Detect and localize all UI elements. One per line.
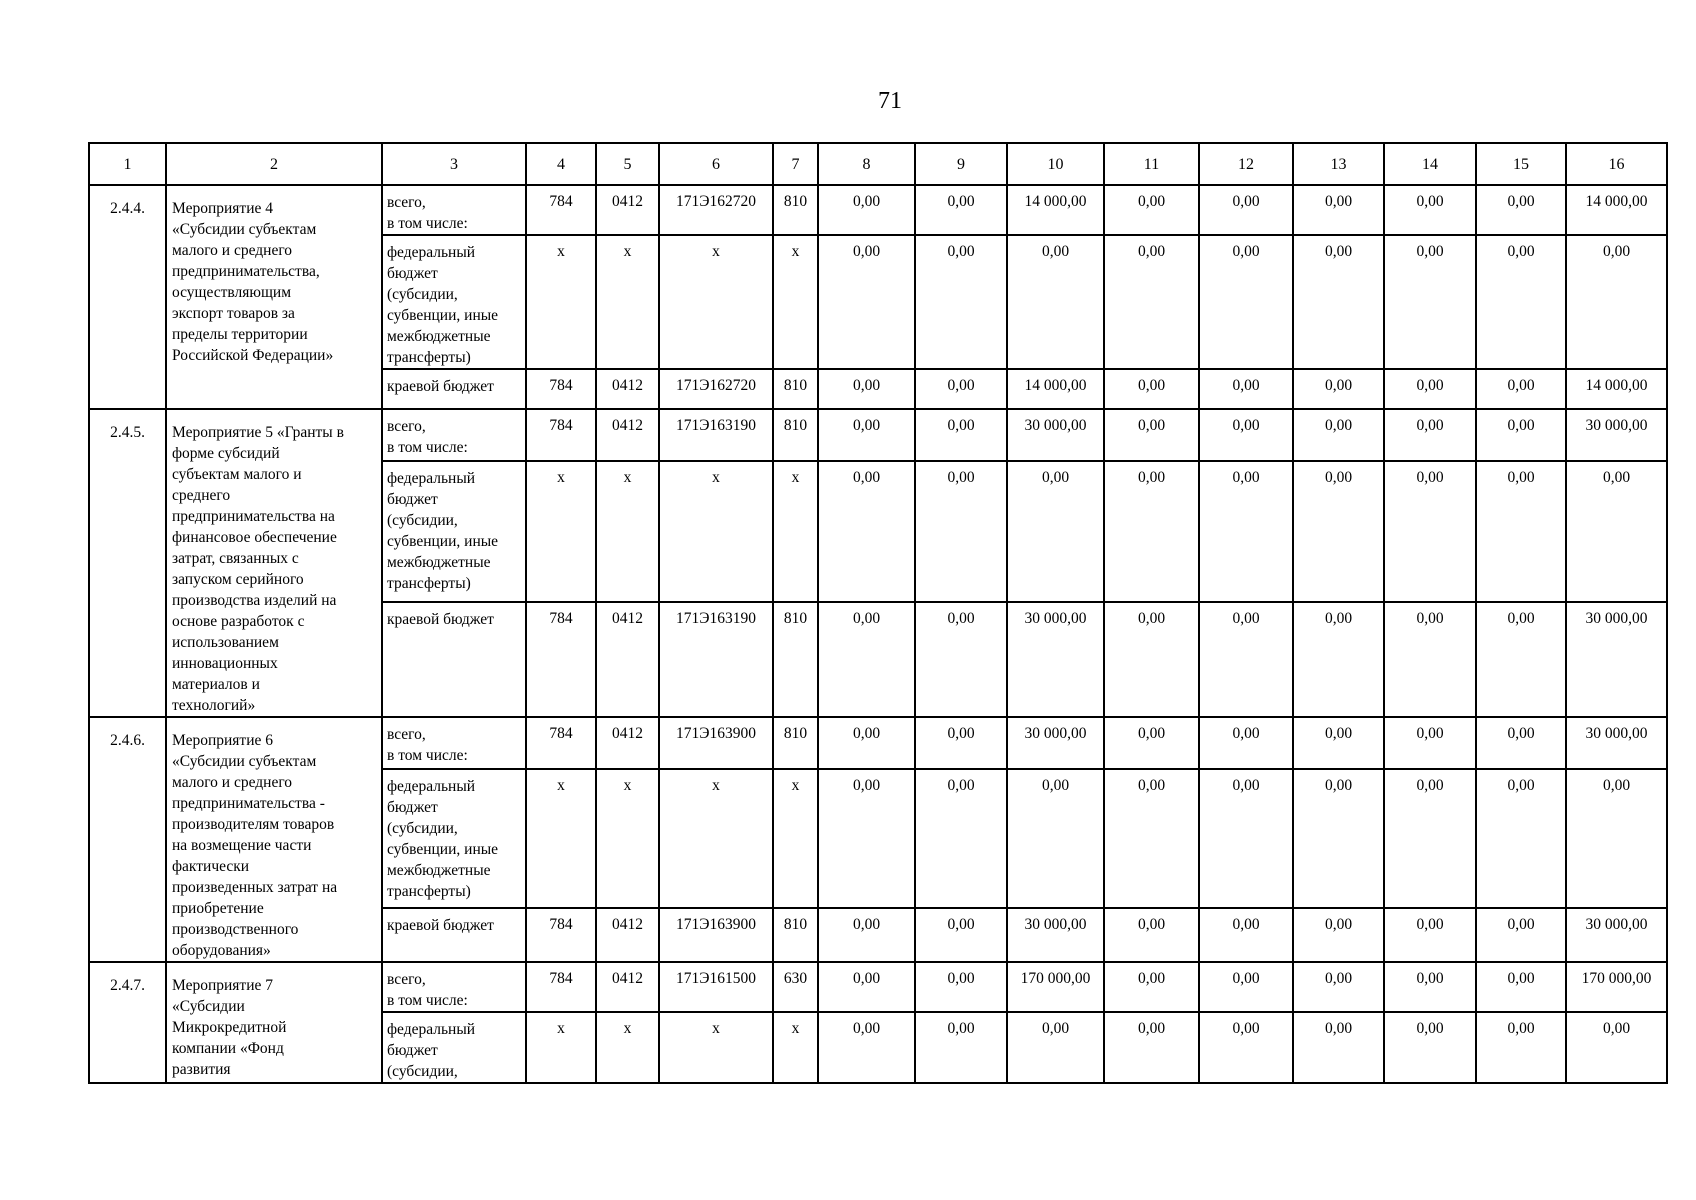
item-name-line: основе разработок с <box>172 613 305 630</box>
table-cell: 171Э163900 <box>659 717 773 769</box>
table-cell: 0,00 <box>818 1012 915 1083</box>
table-cell: х <box>659 1012 773 1083</box>
table-cell: 0,00 <box>1007 769 1104 908</box>
funding-source-line: трансферты) <box>387 882 471 900</box>
table-cell: 0,00 <box>915 1012 1007 1083</box>
funding-source <box>382 602 526 717</box>
table-cell: 784 <box>526 369 596 409</box>
funding-source-line: субвенции, иные <box>387 533 499 551</box>
table-cell: 0,00 <box>915 185 1007 235</box>
table-cell: 0,00 <box>915 369 1007 409</box>
table-cell: 0,00 <box>1384 717 1476 769</box>
item-name-line: экспорт товаров за <box>172 305 295 322</box>
item-code: 2.4.7. <box>89 962 166 1083</box>
item-name <box>166 185 382 409</box>
item-name <box>166 962 382 1083</box>
item-name-line: Российской Федерации» <box>172 347 334 364</box>
table-cell: 170 000,00 <box>1007 962 1104 1012</box>
column-number: 7 <box>773 143 818 185</box>
table-cell: 0,00 <box>1384 769 1476 908</box>
funding-source <box>382 769 526 908</box>
table-cell: 0,00 <box>915 602 1007 717</box>
table-cell: 170 000,00 <box>1566 962 1667 1012</box>
funding-source <box>382 369 526 409</box>
column-number: 8 <box>818 143 915 185</box>
table-cell: 0,00 <box>1476 602 1566 717</box>
table-cell: 0,00 <box>818 409 915 461</box>
table-cell: 810 <box>773 908 818 962</box>
funding-source <box>382 461 526 601</box>
table-cell: 0,00 <box>1566 461 1667 601</box>
item-name-line: материалов и <box>172 676 260 693</box>
table-cell: 0,00 <box>1104 369 1199 409</box>
item-name-line: финансовое обеспечение <box>172 529 337 546</box>
table-cell: 0,00 <box>915 769 1007 908</box>
funding-source <box>382 409 526 461</box>
table-cell: 0,00 <box>818 908 915 962</box>
column-number: 10 <box>1007 143 1104 185</box>
table-cell: х <box>596 1012 659 1083</box>
table-cell: 0,00 <box>1384 1012 1476 1083</box>
table-cell: 0412 <box>596 908 659 962</box>
funding-source <box>382 235 526 369</box>
table-row <box>89 185 1667 235</box>
item-name-line: технологий» <box>172 697 256 714</box>
table-cell: 0,00 <box>1199 908 1293 962</box>
table-cell: 0,00 <box>1104 769 1199 908</box>
table-cell: х <box>773 1012 818 1083</box>
item-name-line: оборудования» <box>172 942 271 959</box>
column-number: 2 <box>166 143 382 185</box>
table-cell: 0,00 <box>1199 409 1293 461</box>
item-name-line: Микрокредитной <box>172 1019 287 1036</box>
table-cell: 0,00 <box>1293 461 1384 601</box>
funding-source-line: в том числе: <box>387 747 468 764</box>
table-cell: 784 <box>526 908 596 962</box>
table-cell: х <box>526 769 596 908</box>
table-cell: 0,00 <box>1199 769 1293 908</box>
table-cell: 0,00 <box>1007 1012 1104 1083</box>
table-cell: 0,00 <box>818 602 915 717</box>
table-cell: 171Э162720 <box>659 369 773 409</box>
funding-source-line: всего, <box>387 726 426 743</box>
table-cell: 0412 <box>596 369 659 409</box>
table-cell: 0,00 <box>1293 602 1384 717</box>
table-cell: 0,00 <box>1566 769 1667 908</box>
table-cell: 0,00 <box>1199 235 1293 369</box>
table-cell: 810 <box>773 369 818 409</box>
table-cell: 0,00 <box>1104 717 1199 769</box>
column-number: 4 <box>526 143 596 185</box>
table-cell: 0,00 <box>1384 602 1476 717</box>
funding-source-line: федеральный <box>387 777 476 795</box>
item-name-line: производителям товаров <box>172 816 335 833</box>
column-number: 13 <box>1293 143 1384 185</box>
item-code: 2.4.5. <box>89 409 166 717</box>
funding-source-line: бюджет <box>387 798 438 816</box>
item-name-line: производства изделий на <box>172 592 337 609</box>
table-cell: 0,00 <box>1476 369 1566 409</box>
funding-source-line: межбюджетные <box>387 554 491 572</box>
table-cell: х <box>526 235 596 369</box>
table-cell: 0412 <box>596 409 659 461</box>
table-cell: 0,00 <box>1476 409 1566 461</box>
table-cell: 0,00 <box>1293 369 1384 409</box>
table-cell: 0,00 <box>1199 602 1293 717</box>
table-cell: х <box>773 461 818 601</box>
table-cell: 0,00 <box>818 369 915 409</box>
table-cell: 14 000,00 <box>1007 369 1104 409</box>
table-cell: 0,00 <box>1476 769 1566 908</box>
table-cell: 171Э162720 <box>659 185 773 235</box>
table-cell: х <box>526 461 596 601</box>
table-cell: 0,00 <box>1007 461 1104 601</box>
table-cell: 0,00 <box>1476 908 1566 962</box>
column-number: 3 <box>382 143 526 185</box>
table-cell: 0412 <box>596 185 659 235</box>
funding-source-line: всего, <box>387 971 426 988</box>
table-cell: 0,00 <box>1566 1012 1667 1083</box>
table-cell: 0,00 <box>1199 1012 1293 1083</box>
table-cell: 0,00 <box>1293 908 1384 962</box>
table-cell: 0,00 <box>818 235 915 369</box>
table-cell: х <box>596 461 659 601</box>
item-code: 2.4.4. <box>89 185 166 409</box>
funding-source <box>382 1012 526 1083</box>
funding-source-line: межбюджетные <box>387 861 491 879</box>
table-cell: 171Э163190 <box>659 409 773 461</box>
item-name-line: предпринимательства, <box>172 263 320 280</box>
funding-source-line: федеральный <box>387 470 476 488</box>
table-cell: 0,00 <box>1384 908 1476 962</box>
item-name <box>166 717 382 962</box>
table-cell: 784 <box>526 185 596 235</box>
table-cell: 0,00 <box>1293 1012 1384 1083</box>
column-number: 9 <box>915 143 1007 185</box>
funding-source-line: субвенции, иные <box>387 840 499 858</box>
column-number: 16 <box>1566 143 1667 185</box>
item-name-line: приобретение <box>172 900 264 917</box>
funding-source <box>382 185 526 235</box>
table-cell: 810 <box>773 409 818 461</box>
table-cell: 0,00 <box>1293 717 1384 769</box>
item-name-line: среднего <box>172 487 231 504</box>
funding-source-line: всего, <box>387 418 426 435</box>
funding-source <box>382 962 526 1012</box>
table-cell: 0,00 <box>818 185 915 235</box>
table-cell: 0,00 <box>1104 962 1199 1012</box>
item-name-line: запуском серийного <box>172 571 304 588</box>
item-name-line: «Субсидии субъектам <box>172 221 317 238</box>
page-number: 71 <box>878 88 902 114</box>
table-cell: 0412 <box>596 962 659 1012</box>
table-cell: х <box>773 769 818 908</box>
item-name-line: производственного <box>172 921 299 938</box>
funding-source-line: федеральный <box>387 244 476 261</box>
table-cell: 0,00 <box>915 461 1007 601</box>
table-cell: х <box>526 1012 596 1083</box>
table-cell: х <box>773 235 818 369</box>
item-name-line: на возмещение части <box>172 837 312 854</box>
table-cell: 0,00 <box>818 717 915 769</box>
table-body <box>89 143 1667 1083</box>
table-cell: 171Э163190 <box>659 602 773 717</box>
table-cell: 810 <box>773 185 818 235</box>
table-cell: 0,00 <box>1104 1012 1199 1083</box>
table-cell: 0,00 <box>1293 769 1384 908</box>
table-cell: 0,00 <box>1476 185 1566 235</box>
funding-source-line: (субсидии, <box>387 512 458 530</box>
table-cell: 14 000,00 <box>1566 185 1667 235</box>
item-code: 2.4.6. <box>89 717 166 962</box>
table-cell: 810 <box>773 602 818 717</box>
table-cell: 0,00 <box>1104 185 1199 235</box>
funding-source-line: (субсидии, <box>387 819 458 837</box>
funding-source-line: краевой бюджет <box>387 378 494 395</box>
table-cell: 0,00 <box>1384 461 1476 601</box>
table-cell: 0,00 <box>915 717 1007 769</box>
table-cell: 0,00 <box>1104 602 1199 717</box>
funding-source-line: краевой бюджет <box>387 917 494 935</box>
item-name <box>166 409 382 717</box>
funding-source-line: межбюджетные <box>387 328 491 345</box>
column-number: 14 <box>1384 143 1476 185</box>
table-cell: 630 <box>773 962 818 1012</box>
table-cell: 0,00 <box>1384 369 1476 409</box>
table-cell: 0,00 <box>915 235 1007 369</box>
table-cell: 171Э163900 <box>659 908 773 962</box>
item-name-line: форме субсидий <box>172 445 280 462</box>
item-name-line: осуществляющим <box>172 284 292 301</box>
funding-source-line: в том числе: <box>387 992 468 1009</box>
table-cell: 0,00 <box>915 409 1007 461</box>
table-cell: 0,00 <box>1476 461 1566 601</box>
table-cell: 14 000,00 <box>1566 369 1667 409</box>
column-number: 15 <box>1476 143 1566 185</box>
table-cell: 30 000,00 <box>1566 602 1667 717</box>
item-name-line: «Субсидии субъектам <box>172 753 317 770</box>
table-cell: х <box>596 235 659 369</box>
item-name-line: Мероприятие 5 «Гранты в <box>172 424 344 441</box>
funding-source-line: трансферты) <box>387 575 471 593</box>
table-cell: 0,00 <box>1199 962 1293 1012</box>
item-name-line: Мероприятие 6 <box>172 732 273 749</box>
table-cell: 30 000,00 <box>1007 409 1104 461</box>
table-row <box>89 962 1667 1012</box>
table-cell: 0,00 <box>1104 409 1199 461</box>
table-cell: 810 <box>773 717 818 769</box>
table-cell: 784 <box>526 717 596 769</box>
table-cell: х <box>596 769 659 908</box>
column-number: 5 <box>596 143 659 185</box>
table-cell: 0,00 <box>818 962 915 1012</box>
item-name-line: использованием <box>172 634 279 651</box>
table-cell: 30 000,00 <box>1566 409 1667 461</box>
item-name-line: инновационных <box>172 655 278 672</box>
table-cell: 0,00 <box>1199 369 1293 409</box>
table-cell: 0,00 <box>818 769 915 908</box>
table-cell: 784 <box>526 602 596 717</box>
table-cell: 30 000,00 <box>1566 908 1667 962</box>
item-name-line: предпринимательства - <box>172 795 325 812</box>
item-name-line: затрат, связанных с <box>172 550 299 567</box>
table-cell: 30 000,00 <box>1566 717 1667 769</box>
table-cell: 0,00 <box>1293 409 1384 461</box>
item-name-line: пределы территории <box>172 326 308 343</box>
table-cell: 0,00 <box>1199 717 1293 769</box>
table-cell: 0412 <box>596 602 659 717</box>
column-number-row <box>89 143 1667 185</box>
item-name-line: компании «Фонд <box>172 1040 284 1057</box>
table-cell: 0,00 <box>1293 962 1384 1012</box>
table-cell: 30 000,00 <box>1007 602 1104 717</box>
table-cell: х <box>659 235 773 369</box>
item-name-line: «Субсидии <box>172 998 245 1015</box>
funding-source-line: бюджет <box>387 1042 438 1059</box>
table-cell: 0,00 <box>1007 235 1104 369</box>
table-cell: 0,00 <box>1104 235 1199 369</box>
table-cell: 0,00 <box>1476 1012 1566 1083</box>
item-name-line: фактически <box>172 858 250 875</box>
funding-source-line: в том числе: <box>387 439 468 456</box>
budget-table <box>88 142 1668 1084</box>
funding-source-line: (субсидии, <box>387 1063 458 1080</box>
table-cell: 784 <box>526 962 596 1012</box>
column-number: 6 <box>659 143 773 185</box>
table-cell: 171Э161500 <box>659 962 773 1012</box>
item-name-line: развития <box>172 1061 231 1078</box>
funding-source-line: бюджет <box>387 265 438 282</box>
table-row <box>89 717 1667 769</box>
table-cell: 0,00 <box>1384 235 1476 369</box>
table-cell: 0,00 <box>1476 717 1566 769</box>
item-name-line: субъектам малого и <box>172 466 302 483</box>
table-cell: 784 <box>526 409 596 461</box>
item-name-line: малого и среднего <box>172 774 293 791</box>
funding-source <box>382 908 526 962</box>
table-cell: 0,00 <box>1104 908 1199 962</box>
table-cell: 0,00 <box>1199 185 1293 235</box>
column-number: 12 <box>1199 143 1293 185</box>
item-name-line: Мероприятие 7 <box>172 977 273 994</box>
table-cell: х <box>659 769 773 908</box>
item-name-line: Мероприятие 4 <box>172 200 273 217</box>
table-cell: 0,00 <box>915 908 1007 962</box>
funding-source-line: в том числе: <box>387 215 468 232</box>
item-name-line: предпринимательства на <box>172 508 335 525</box>
table-cell: 0,00 <box>1384 185 1476 235</box>
table-cell: 0,00 <box>818 461 915 601</box>
item-name-line: произведенных затрат на <box>172 879 338 896</box>
table-cell: 0,00 <box>1293 235 1384 369</box>
funding-source-line: краевой бюджет <box>387 610 494 628</box>
table-cell: 0,00 <box>1384 962 1476 1012</box>
table-cell: 30 000,00 <box>1007 908 1104 962</box>
funding-source-line: трансферты) <box>387 349 471 366</box>
table-cell: 0,00 <box>1384 409 1476 461</box>
funding-source-line: субвенции, иные <box>387 307 499 324</box>
table-cell: 0,00 <box>1476 235 1566 369</box>
funding-source-line: бюджет <box>387 491 438 509</box>
table-row <box>89 409 1667 461</box>
table-cell: 0,00 <box>1566 235 1667 369</box>
table-cell: 0,00 <box>1199 461 1293 601</box>
table-cell: 0412 <box>596 717 659 769</box>
column-number: 1 <box>89 143 166 185</box>
funding-source-line: федеральный <box>387 1021 476 1038</box>
column-number: 11 <box>1104 143 1199 185</box>
table-cell: 0,00 <box>915 962 1007 1012</box>
funding-source-line: (субсидии, <box>387 286 458 303</box>
table-cell: 0,00 <box>1104 461 1199 601</box>
table-cell: х <box>659 461 773 601</box>
table-cell: 0,00 <box>1476 962 1566 1012</box>
table-cell: 30 000,00 <box>1007 717 1104 769</box>
table-cell: 14 000,00 <box>1007 185 1104 235</box>
funding-source <box>382 717 526 769</box>
item-name-line: малого и среднего <box>172 242 293 259</box>
table-cell: 0,00 <box>1293 185 1384 235</box>
funding-source-line: всего, <box>387 194 426 211</box>
